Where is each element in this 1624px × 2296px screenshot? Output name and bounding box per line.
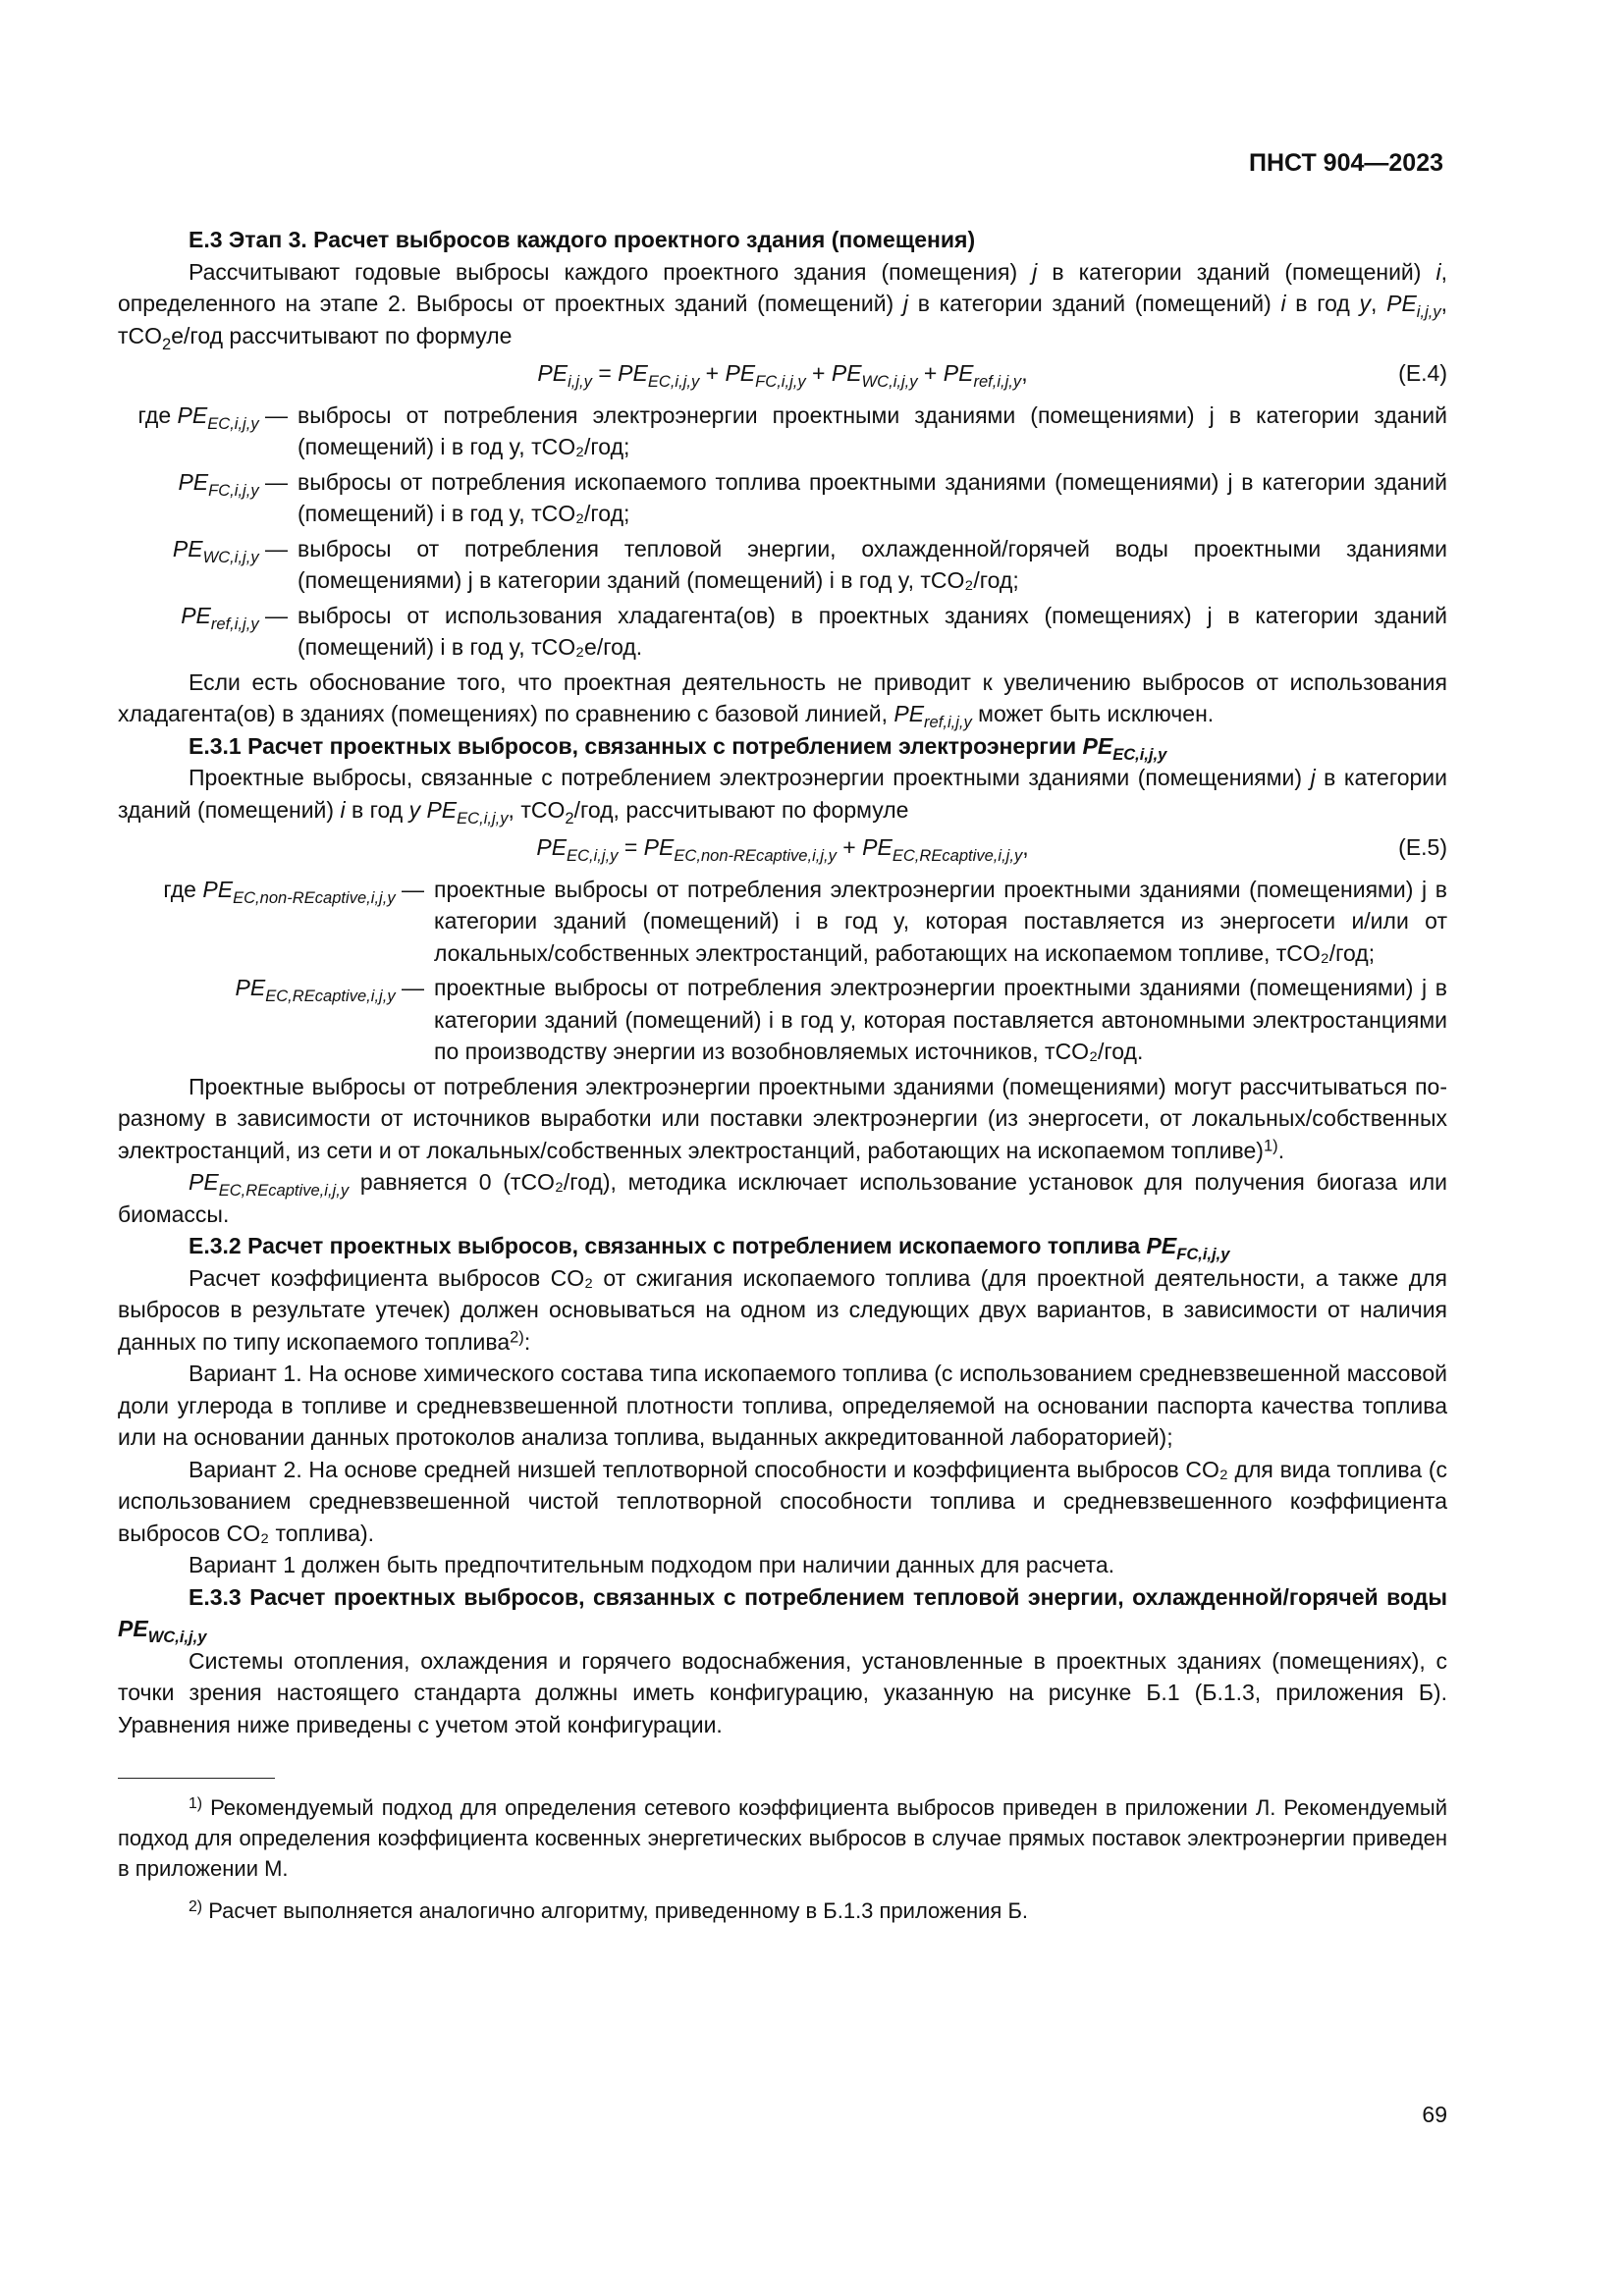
section-e32-title: Е.3.2 Расчет проектных выбросов, связанных с потреблением ископаемого топлива $PE_{FC,i,j,y}$	[189, 1233, 1230, 1263]
page-content	[118, 224, 1447, 1926]
variant-preferred: Вариант 1 должен быть предпочтительным подходом при наличии данных для расчета.	[189, 1552, 1115, 1577]
section-e32-intro: Расчет коэффициента выбросов CO₂ от сжигания ископаемого топлива (для проектной деятельности, а также для выбросов в результате утечек) должен основываться на одном из следующих двух вариантов, в зависимости от наличия данных по типу ископаемого топлива$^{2)}$:	[118, 1264, 1447, 1355]
page-number: 69	[1422, 2102, 1447, 2127]
section-e3-title: Е.3 Этап 3. Расчет выбросов каждого проектного здания (помещения)	[189, 227, 976, 252]
section-e33-paragraph: Системы отопления, охлаждения и горячего водоснабжения, установленные в проектных зданиях (помещениях), с точки зрения настоящего стандарта должны иметь конфигурацию, указанную на рисунке Б.1 (Б.1.3, приложения Б). Уравнения ниже приведены с учетом этой конфигурации.	[118, 1647, 1447, 1737]
formula-e4-number: (Е.4)	[1398, 360, 1447, 386]
formula-e5: $PE_{EC,i,j,y} = PE_{EC,non-REcaptive,i,j,y} + PE_{EC,REcaptive,i,j,y}$, (Е.5)	[118, 831, 1447, 864]
formula-e5-number: (Е.5)	[1398, 834, 1447, 860]
footnote-ref-1: 1)	[1263, 1136, 1278, 1155]
definition-pe-ec-non-recaptive: где $PE_{EC,non-REcaptive,i,j,y}$ — проектные выбросы от потребления электроэнергии проектными зданиями (помещениями) j в категории зданий (помещений) i в год y, которая поставляется из энергосети и/или от локальных/собственных электростанций, работающих на ископаемом топливе, тCO₂/год;	[163, 876, 1447, 966]
e31-sources-paragraph: Проектные выбросы от потребления электроэнергии проектными зданиями (помещениями) могут рассчитываться по-разному в зависимости от источников выработки или поставки электроэнергии (из энергосети, от локальных/собственных электростанций, из сети и от локальных/собственных электростанций, работающих на ископаемом топливе)$^{1)}$.	[118, 1073, 1447, 1163]
definition-pe-ec-recaptive: $PE_{EC,REcaptive,i,j,y}$ — проектные выбросы от потребления электроэнергии проектными зданиями (помещениями) j в категории зданий (помещений) i в год y, которая поставляется автономными электростанциями по производству энергии из возобновляемых источников, тCO₂/год.	[235, 975, 1447, 1064]
definition-pe-ref: $PE_{ref,i,j,y}$ — выбросы от использования хладагента(ов) в проектных зданиях (помещениях) j в категории зданий (помещений) i в год y, тCO₂e/год.	[181, 602, 1447, 660]
document-code: ПНСТ 904—2023	[1249, 149, 1443, 177]
section-e31-title: Е.3.1 Расчет проектных выбросов, связанных с потреблением электроэнергии $PE_{EC,i,j,y}$	[189, 732, 1167, 764]
e4-definitions	[118, 400, 1447, 664]
footnote-1: $^{1)}$ Рекомендуемый подход для определения сетевого коэффициента выбросов приведен в приложении Л. Рекомендуемый подход для определения коэффициента косвенных энергетических выбросов в случае прямых поставок электроэнергии приведен в приложении М.	[118, 1794, 1447, 1881]
footnote-2: $^{2)}$ Расчет выполняется аналогично алгоритму, приведенному в Б.1.3 приложения Б.	[189, 1897, 1028, 1923]
section-e33-title: Е.3.3 Расчет проектных выбросов, связанных с потреблением тепловой энергии, охлажденной/горячей воды $PE_{WC,i,j,y}$	[118, 1583, 1447, 1646]
variant-2: Вариант 2. На основе средней низшей теплотворной способности и коэффициента выбросов CO₂ для вида топлива (с использованием средневзвешенной чистой теплотворной способности топлива и средневзвешенного коэффициента выбросов CO₂ топлива).	[118, 1456, 1447, 1546]
definition-pe-fc: $PE_{FC,i,j,y}$ — выбросы от потребления ископаемого топлива проектными зданиями (помещениями) j в категории зданий (помещений) i в год y, тCO₂/год;	[178, 468, 1447, 526]
e31-zero-paragraph: $PE_{EC,REcaptive,i,j,y}$ равняется 0 (тCO₂/год), методика исключает использование установок для получения биогаза или биомассы.	[118, 1169, 1447, 1227]
section-e31-intro: Проектные выбросы, связанные с потреблением электроэнергии проектными зданиями (помещениями) j в категории зданий (помещений) i в год y $PE_{EC,i,j,y}$, тCO$_2$/год, рассчитывают по формуле	[118, 765, 1447, 828]
variant-1: Вариант 1. На основе химического состава типа ископаемого топлива (с использованием средневзвешенной массовой доли углерода в топливе и средневзвешенной плотности топлива, определяемой на основании паспорта качества топлива или на основании данных протоколов анализа топлива, выданных аккредитованной лабораторией);	[118, 1361, 1447, 1450]
section-e3-intro: Рассчитывают годовые выбросы каждого проектного здания (помещения) j в категории зданий (помещений) i, определенного на этапе 2. Выбросы от проектных зданий (помещений) j в категории зданий (помещений) i в год y, $PE_{i,j,y}$, тCO$_2$e/год рассчитывают по формуле	[118, 258, 1448, 353]
e3-justification: Если есть обоснование того, что проектная деятельность не приводит к увеличению выбросов от использования хладагента(ов) в зданиях (помещениях) по сравнению с базовой линией, $PE_{ref,i,j,y}$ может быть исключен.	[118, 668, 1447, 731]
footnote-ref-2: 2)	[510, 1327, 524, 1347]
definition-pe-ec: где $PE_{EC,i,j,y}$ — выбросы от потребления электроэнергии проектными зданиями (помещениями) j в категории зданий (помещений) i в год y, тCO₂/год;	[137, 401, 1447, 459]
footnote-separator	[118, 1778, 275, 1779]
formula-e4: $PE_{i,j,y} = PE_{EC,i,j,y} + PE_{FC,i,j,y} + PE_{WC,i,j,y} + PE_{ref,i,j,y}$, (Е.4)	[118, 357, 1447, 390]
e5-definitions	[118, 874, 1447, 1068]
definition-pe-wc: $PE_{WC,i,j,y}$ — выбросы от потребления тепловой энергии, охлажденной/горячей воды проектными зданиями (помещениями) j в категории зданий (помещений) i в год y, тCO₂/год;	[172, 535, 1447, 593]
